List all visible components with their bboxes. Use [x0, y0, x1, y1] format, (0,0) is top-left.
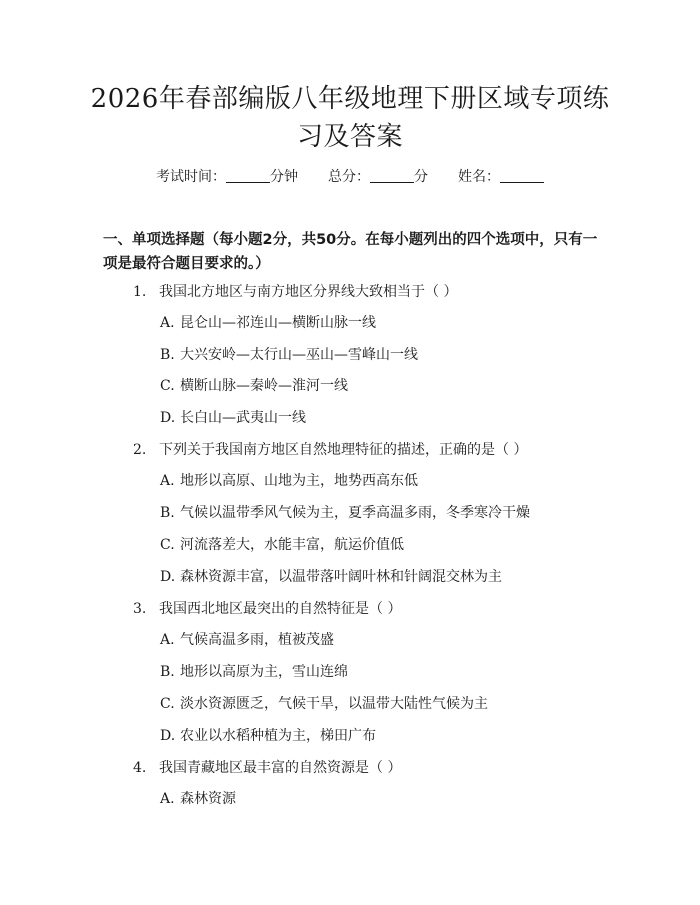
question-number: 3. [133, 601, 147, 617]
option-letter: B. [160, 505, 175, 521]
time-blank[interactable] [226, 168, 270, 183]
question-2-option-c[interactable] [160, 535, 404, 555]
page-title-line-2: 习及答案 [296, 122, 403, 152]
option-text: 昆仑山—祁连山—横断山脉一线 [180, 315, 376, 331]
question-1-option-d[interactable] [160, 408, 306, 428]
time-label: 考试时间： [156, 169, 226, 185]
option-letter: A. [160, 632, 175, 648]
option-letter: C. [160, 378, 175, 394]
option-letter: A. [160, 315, 175, 331]
question-3-option-a[interactable] [160, 630, 334, 650]
option-text: 淡水资源匮乏，气候干旱，以温带大陆性气候为主 [180, 696, 488, 712]
question-2-option-a[interactable] [160, 471, 418, 491]
question-1-option-c[interactable] [160, 376, 348, 396]
time-unit: 分钟 [270, 169, 298, 185]
question-number: 1. [133, 284, 147, 300]
question-number: 4. [133, 760, 147, 776]
exam-meta [0, 166, 700, 186]
question-1 [133, 282, 457, 302]
question-2-option-d[interactable] [160, 567, 502, 587]
score-label: 总分： [328, 169, 370, 185]
option-letter: D. [160, 728, 176, 744]
option-text: 气候高温多雨，植被茂盛 [180, 632, 334, 648]
question-4 [133, 758, 401, 778]
score-field [328, 166, 428, 186]
name-field [458, 166, 544, 186]
option-letter: B. [160, 664, 175, 680]
question-number: 2. [133, 442, 147, 458]
question-2 [133, 440, 527, 460]
option-text: 森林资源丰富，以温带落叶阔叶林和针阔混交林为主 [180, 569, 502, 585]
section-heading: 一、单项选择题（每小题2分，共50分。在每小题列出的四个选项中，只有一项是最符合题目要求的。） [103, 232, 598, 272]
option-letter: B. [160, 347, 175, 363]
name-blank[interactable] [500, 168, 544, 183]
question-3-option-b[interactable] [160, 662, 348, 682]
score-unit: 分 [414, 169, 428, 185]
time-field [156, 166, 298, 186]
option-text: 地形以高原为主，雪山连绵 [180, 664, 348, 680]
option-letter: D. [160, 410, 176, 426]
option-text: 长白山—武夷山一线 [180, 410, 306, 426]
option-letter: D. [160, 569, 176, 585]
option-text: 气候以温带季风气候为主，夏季高温多雨，冬季寒冷干燥 [180, 505, 530, 521]
question-4-option-a[interactable] [160, 789, 236, 809]
option-text: 横断山脉—秦岭—淮河一线 [180, 378, 348, 394]
page-title-line-1: 2026年春部编版八年级地理下册区域专项练 [90, 84, 610, 114]
question-3 [133, 599, 401, 619]
question-2-option-b[interactable] [160, 503, 530, 523]
score-blank[interactable] [370, 168, 414, 183]
question-3-option-c[interactable] [160, 694, 488, 714]
option-letter: A. [160, 473, 175, 489]
question-3-option-d[interactable] [160, 726, 376, 746]
option-letter: A. [160, 791, 175, 807]
option-text: 河流落差大，水能丰富，航运价值低 [180, 537, 404, 553]
question-1-option-b[interactable] [160, 345, 418, 365]
question-text: 我国北方地区与南方地区分界线大致相当于（ ） [159, 284, 458, 300]
option-text: 大兴安岭—太行山—巫山—雪峰山一线 [180, 347, 418, 363]
option-text: 地形以高原、山地为主，地势西高东低 [180, 473, 418, 489]
option-text: 农业以水稻种植为主，梯田广布 [180, 728, 376, 744]
question-1-option-a[interactable] [160, 313, 376, 333]
name-label: 姓名： [458, 169, 500, 185]
question-text: 我国西北地区最突出的自然特征是（ ） [159, 601, 402, 617]
question-text: 我国青藏地区最丰富的自然资源是（ ） [159, 760, 402, 776]
option-letter: C. [160, 696, 175, 712]
question-text: 下列关于我国南方地区自然地理特征的描述，正确的是（ ） [159, 442, 528, 458]
option-text: 森林资源 [180, 791, 236, 807]
option-letter: C. [160, 537, 175, 553]
